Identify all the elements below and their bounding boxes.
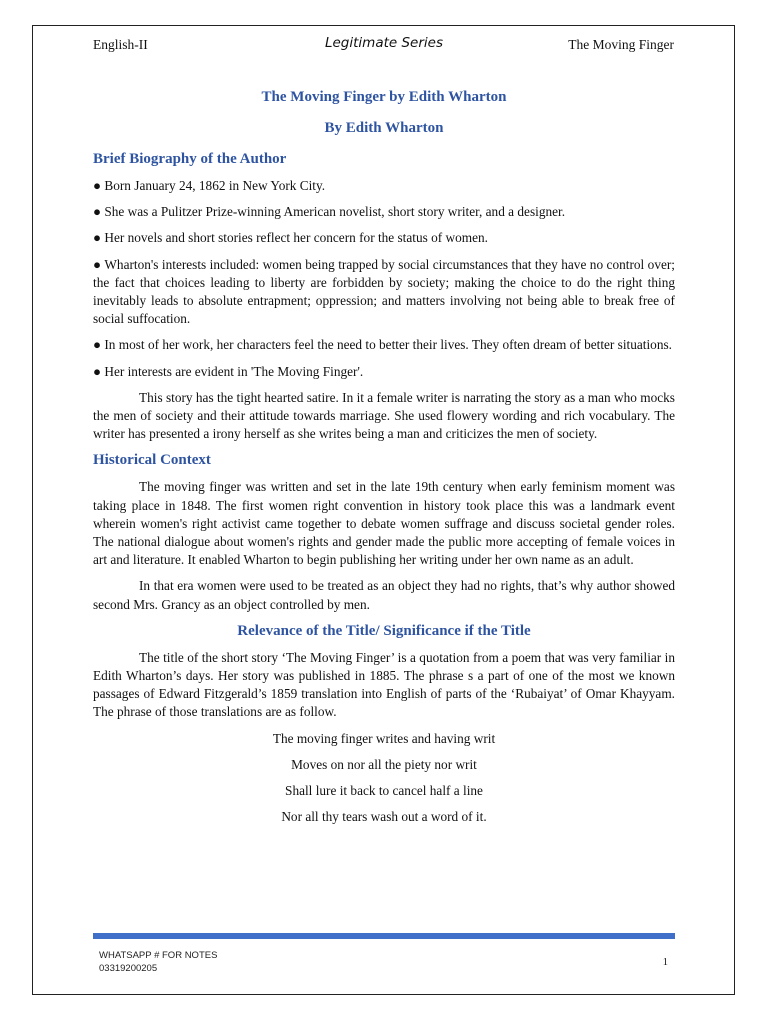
- biography-heading: Brief Biography of the Author: [93, 151, 287, 167]
- footer-divider: [93, 933, 675, 939]
- footer-note: [99, 949, 217, 975]
- historical-context-heading: Historical Context: [93, 452, 211, 469]
- history-paragraph: The moving finger was written and set in the late 19th century when early feminism moment was taking place in 1848. The first women right convention in history took place this was a landmark event wherein women's right activist came together to debate women suffrage and discuss societal gender roles. The national dialogue about women's rights and gender made the public more accepting of female voices in art and literature. It enabled Wharton to begin publishing her writing under her own name as an adult.: [93, 479, 675, 568]
- bullet-item: ● She was a Pulitzer Prize-winning American novelist, short story writer, and a designer.: [93, 204, 566, 220]
- history-paragraph: In that era women were used to be treated as an object they had no rights, that’s why author showed second Mrs. Grancy as an object controlled by men.: [93, 578, 675, 612]
- document-title: The Moving Finger by Edith Wharton: [261, 89, 507, 105]
- document-subtitle: By Edith Wharton: [324, 120, 444, 136]
- bullet-item: ● Wharton's interests included: women being trapped by social circumstances that they have no control over; the fact that choices leading to liberty are forbidden by society; making the choice to do the right thing inevitably leads to absolute entrapment; oppression; and matters involving not being able to break free of social suffocation.: [93, 256, 675, 327]
- poem-line: Moves on nor all the piety nor writ: [291, 756, 477, 772]
- header-left: English-II: [93, 37, 148, 52]
- poem-line: Shall lure it back to cancel half a line: [285, 782, 483, 798]
- biography-paragraph: This story has the tight hearted satire. In it a female writer is narrating the story as a man who mocks the men of society and their attitude towards marriage. She used flowery wording and rich vocabulary. The writer has presented a irony herself as she writes being a man and criticizes the men of society.: [93, 389, 675, 442]
- bullet-item: ● In most of her work, her characters feel the need to better their lives. They often dream of better situations.: [93, 337, 672, 353]
- poem-line: Nor all thy tears wash out a word of it.: [281, 808, 487, 824]
- document-body: [93, 88, 675, 834]
- header-right: The Moving Finger: [568, 37, 674, 52]
- footer-whatsapp-label: WHATSAPP # FOR NOTES: [99, 950, 218, 961]
- poem-line: The moving finger writes and having writ: [272, 730, 496, 746]
- relevance-heading: Relevance of the Title/ Significance if the Title: [237, 622, 531, 639]
- bullet-item: ● Born January 24, 1862 in New York City.: [93, 178, 326, 193]
- footer-phone-number: 03319200205: [99, 963, 158, 974]
- page-number: 1: [662, 957, 668, 968]
- relevance-paragraph: The title of the short story ‘The Moving Finger’ is a quotation from a poem that was very familiar in Edith Wharton’s days. Her story was published in 1885. The phrase s a part of one of the most we known passages of Edward Fitzgerald’s 1859 translation into English of parts of the ‘Rubaiyat’ of Omar Khayyam. The phrase of those translations are as follow.: [93, 649, 675, 720]
- header-center: Legitimate Series: [324, 35, 444, 51]
- bullet-item: ● Her novels and short stories reflect her concern for the status of women.: [93, 230, 488, 246]
- bullet-item: ● Her interests are evident in 'The Moving Finger'.: [93, 363, 364, 379]
